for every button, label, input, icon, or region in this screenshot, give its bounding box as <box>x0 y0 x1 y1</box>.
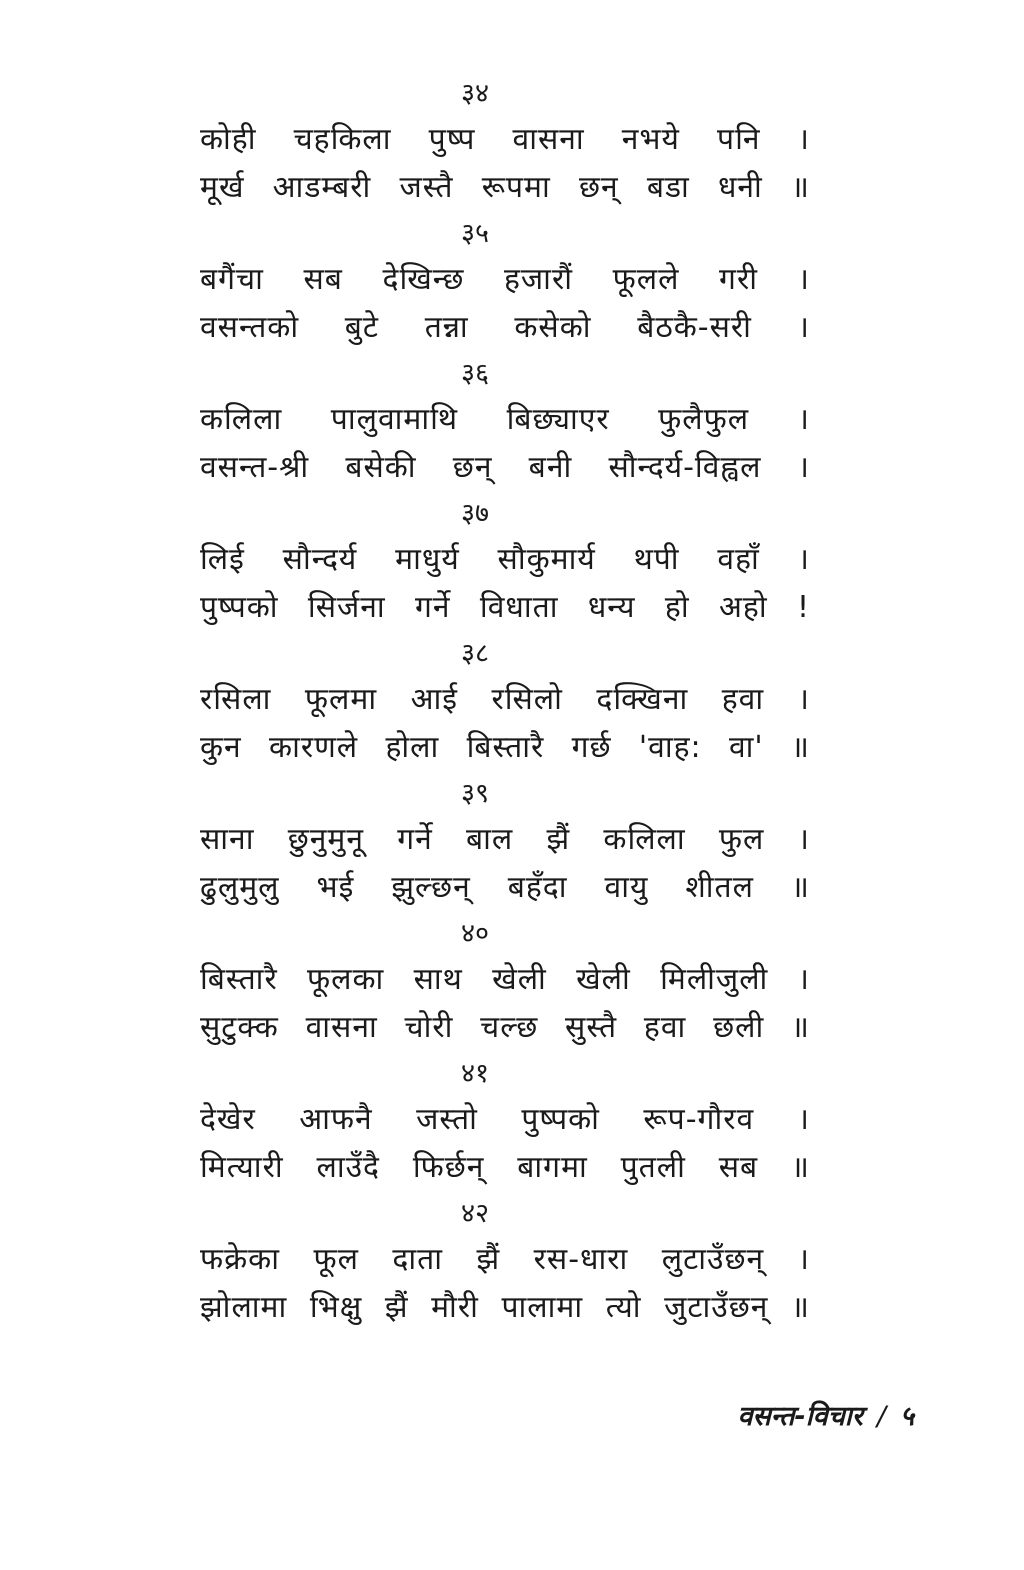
verse-number: ४० <box>460 918 490 949</box>
verse-block <box>190 72 810 1332</box>
footer-separator: / <box>876 1401 886 1432</box>
verse-line: बगैंचा सब देखिन्छ हजारौं फूलले गरी । <box>200 262 810 297</box>
verse-line: मूर्ख आडम्बरी जस्तै रूपमा छन् बडा धनी ॥ <box>200 170 810 205</box>
stanza-42 <box>190 1192 810 1332</box>
stanza-34 <box>190 72 810 212</box>
verse-line: लिई सौन्दर्य माधुर्य सौकुमार्य थपी वहाँ । <box>200 542 810 577</box>
verse-line: कुन कारणले होला बिस्तारै गर्छ 'वाह: वा' ॥ <box>200 730 810 765</box>
verse-number: ४२ <box>460 1198 490 1229</box>
verse-number: ४१ <box>460 1058 490 1089</box>
verse-number: ३४ <box>460 78 490 109</box>
stanza-37 <box>190 492 810 632</box>
verse-line: वसन्त-श्री बसेकी छन् बनी सौन्दर्य-विह्वल । <box>200 450 810 485</box>
verse-line: देखेर आफनै जस्तो पुष्पको रूप-गौरव । <box>200 1102 810 1137</box>
verse-number: ३७ <box>460 498 490 529</box>
verse-line: कलिला पालुवामाथि बिछ्याएर फुलैफुल । <box>200 402 810 437</box>
page-number: ५ <box>899 1401 914 1432</box>
stanza-36 <box>190 352 810 492</box>
stanza-39 <box>190 772 810 912</box>
verse-number: ३६ <box>460 358 490 389</box>
verse-number: ३५ <box>460 218 490 249</box>
verse-line: रसिला फूलमा आई रसिलो दक्खिना हवा । <box>200 682 810 717</box>
verse-line: ढुलुमुलु भई झुल्छन् बहँदा वायु शीतल ॥ <box>200 870 810 905</box>
running-title: वसन्त-विचार <box>737 1401 863 1432</box>
page-footer <box>737 1396 914 1433</box>
verse-line: फक्रेका फूल दाता झैं रस-धारा लुटाउँछन् । <box>200 1242 810 1277</box>
verse-line: झोलामा भिक्षु झैं मौरी पालामा त्यो जुटाउँछन् ॥ <box>200 1290 810 1325</box>
verse-line: मित्यारी लाउँदै फिर्छन् बागमा पुतली सब ॥ <box>200 1150 810 1185</box>
verse-number: ३९ <box>460 778 490 809</box>
verse-line: कोही चहकिला पुष्प वासना नभये पनि । <box>200 122 810 157</box>
stanza-38 <box>190 632 810 772</box>
stanza-35 <box>190 212 810 352</box>
verse-line: पुष्पको सिर्जना गर्ने विधाता धन्य हो अहो ! <box>200 590 810 625</box>
verse-line: सुटुक्क वासना चोरी चल्छ सुस्तै हवा छली ॥ <box>200 1010 810 1045</box>
stanza-40 <box>190 912 810 1052</box>
verse-line: बिस्तारै फूलका साथ खेली खेली मिलीजुली । <box>200 962 810 997</box>
stanza-41 <box>190 1052 810 1192</box>
verse-number: ३८ <box>460 638 490 669</box>
verse-line: वसन्तको बुटे तन्ना कसेको बैठकै-सरी । <box>200 310 810 345</box>
verse-line: साना छुनुमुनू गर्ने बाल झैं कलिला फुल । <box>200 822 810 857</box>
